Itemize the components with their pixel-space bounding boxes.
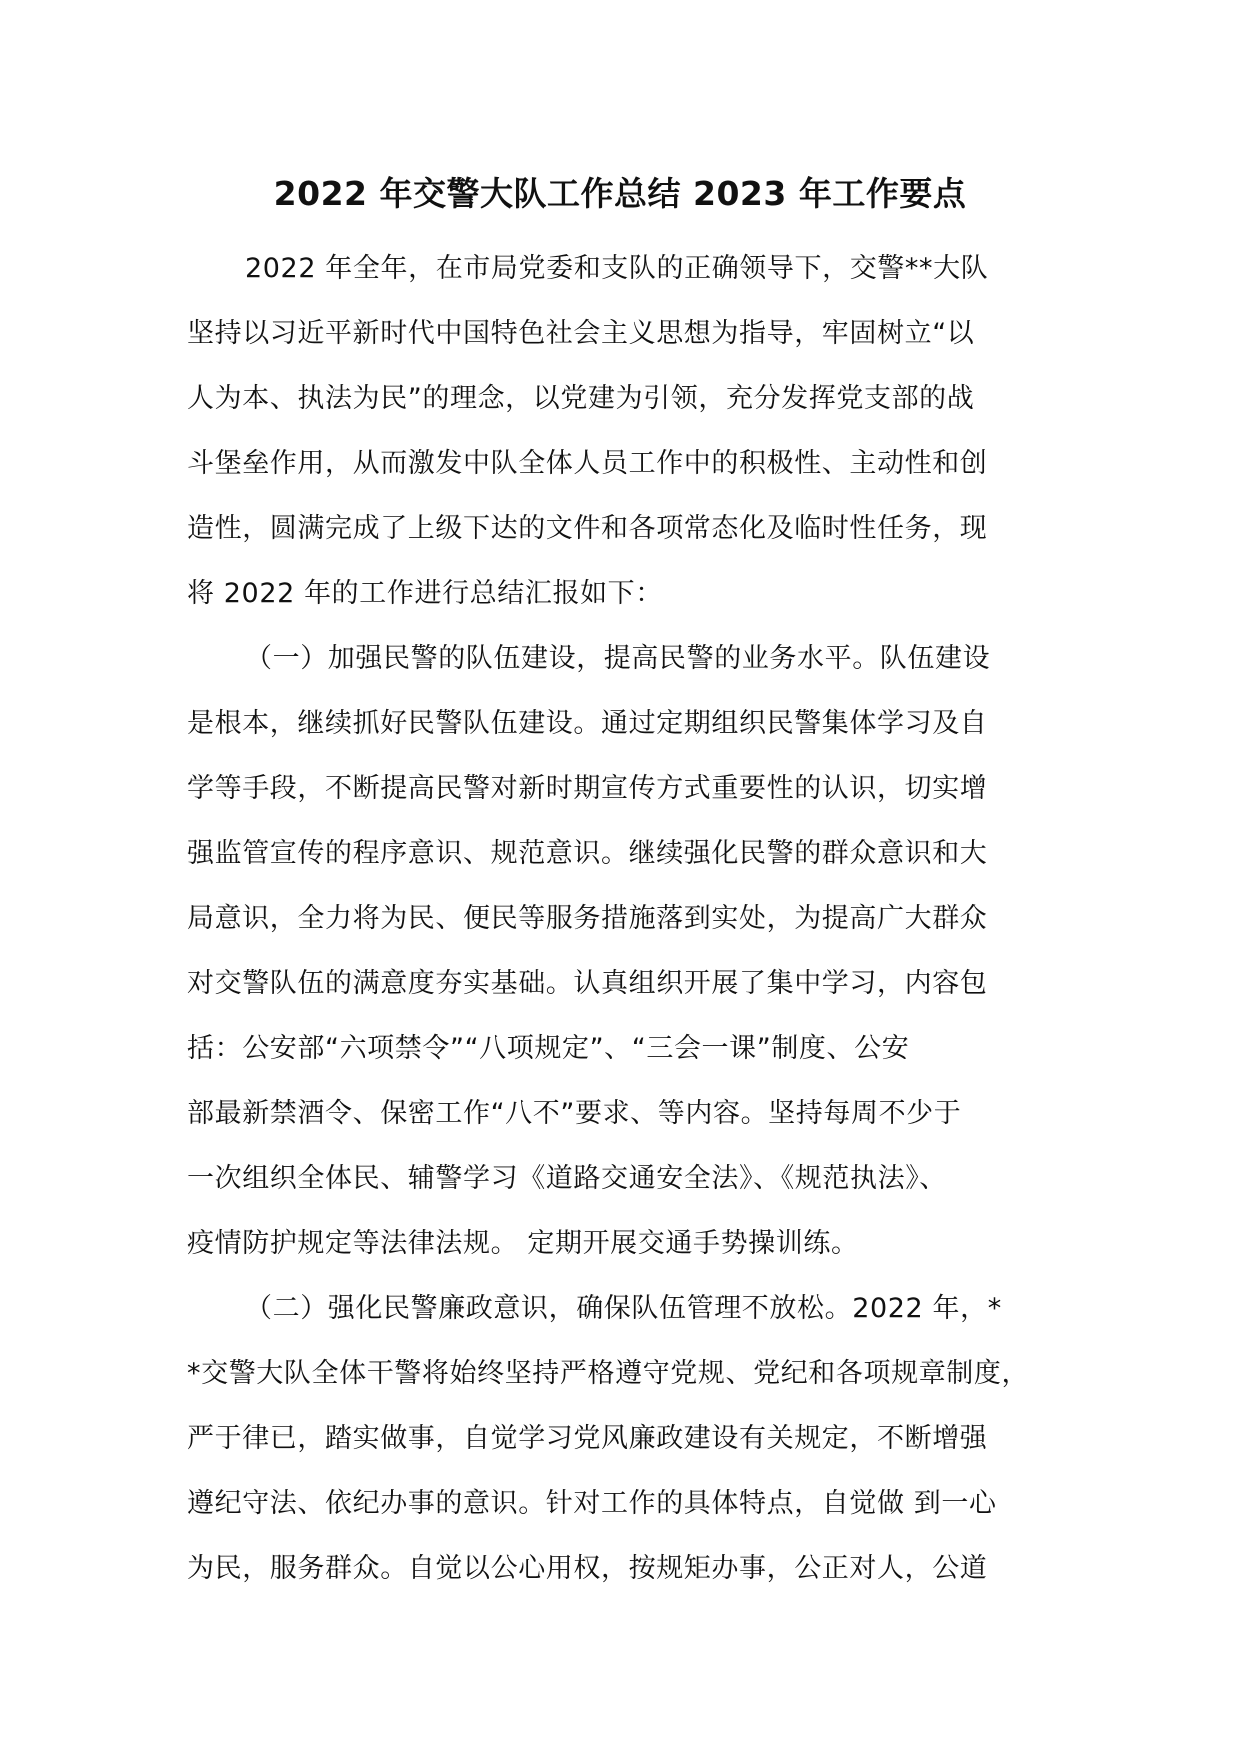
paragraph-line: 学等手段，不断提高民警对新时期宣传方式重要性的认识，切实增 (187, 773, 988, 804)
paragraph-line: 将 2022 年的工作进行总结汇报如下： (187, 578, 663, 609)
paragraph-line: 强监管宣传的程序意识、规范意识。继续强化民警的群众意识和大 (187, 838, 988, 869)
paragraph-line: 部最新禁酒令、保密工作“八不”要求、等内容。坚持每周不少于 (187, 1098, 962, 1129)
paragraph-line: 括：公安部“六项禁令”“八项规定”、“三会一课”制度、公安 (187, 1033, 910, 1064)
paragraph-line: 斗堡垒作用，从而激发中队全体人员工作中的积极性、主动性和创 (187, 448, 988, 479)
paragraph-line: 局意识，全力将为民、便民等服务措施落到实处，为提高广大群众 (187, 903, 988, 934)
paragraph-line: 遵纪守法、依纪办事的意识。针对工作的具体特点，自觉做 到一心 (187, 1488, 997, 1519)
paragraph-line: 坚持以习近平新时代中国特色社会主义思想为指导，牢固树立“以 (187, 318, 975, 349)
paragraph-line: 人为本、执法为民”的理念，以党建为引领，充分发挥党支部的战 (187, 383, 975, 414)
paragraph-line: 为民，服务群众。自觉以公心用权，按规矩办事，公正对人，公道 (187, 1553, 988, 1584)
document-body (187, 236, 1087, 1601)
paragraph-line: 一次组织全体民、辅警学习《道路交通安全法》、《规范执法》、 (187, 1163, 947, 1194)
paragraph-line: 严于律已，踏实做事，自觉学习党风廉政建设有关规定，不断增强 (187, 1423, 988, 1454)
paragraph-line: 疫情防护规定等法律法规。 定期开展交通手势操训练。 (187, 1228, 859, 1259)
paragraph-first-line: （二）强化民警廉政意识，确保队伍管理不放松。2022 年，* (245, 1293, 1002, 1324)
paragraph-line: 对交警队伍的满意度夯实基础。认真组织开展了集中学习，内容包 (187, 968, 988, 999)
paragraph-line: *交警大队全体干警将始终坚持严格遵守党规、党纪和各项规章制度， (187, 1358, 1030, 1389)
paragraph-first-line: （一）加强民警的队伍建设，提高民警的业务水平。队伍建设 (245, 643, 991, 674)
paragraph-line: 是根本，继续抓好民警队伍建设。通过定期组织民警集体学习及自 (187, 708, 988, 739)
document-title: 2022 年交警大队工作总结 2023 年工作要点 (273, 174, 967, 213)
paragraph-first-line: 2022 年全年，在市局党委和支队的正确领导下，交警**大队 (245, 253, 989, 284)
paragraph-line: 造性，圆满完成了上级下达的文件和各项常态化及临时性任务，现 (187, 513, 988, 544)
